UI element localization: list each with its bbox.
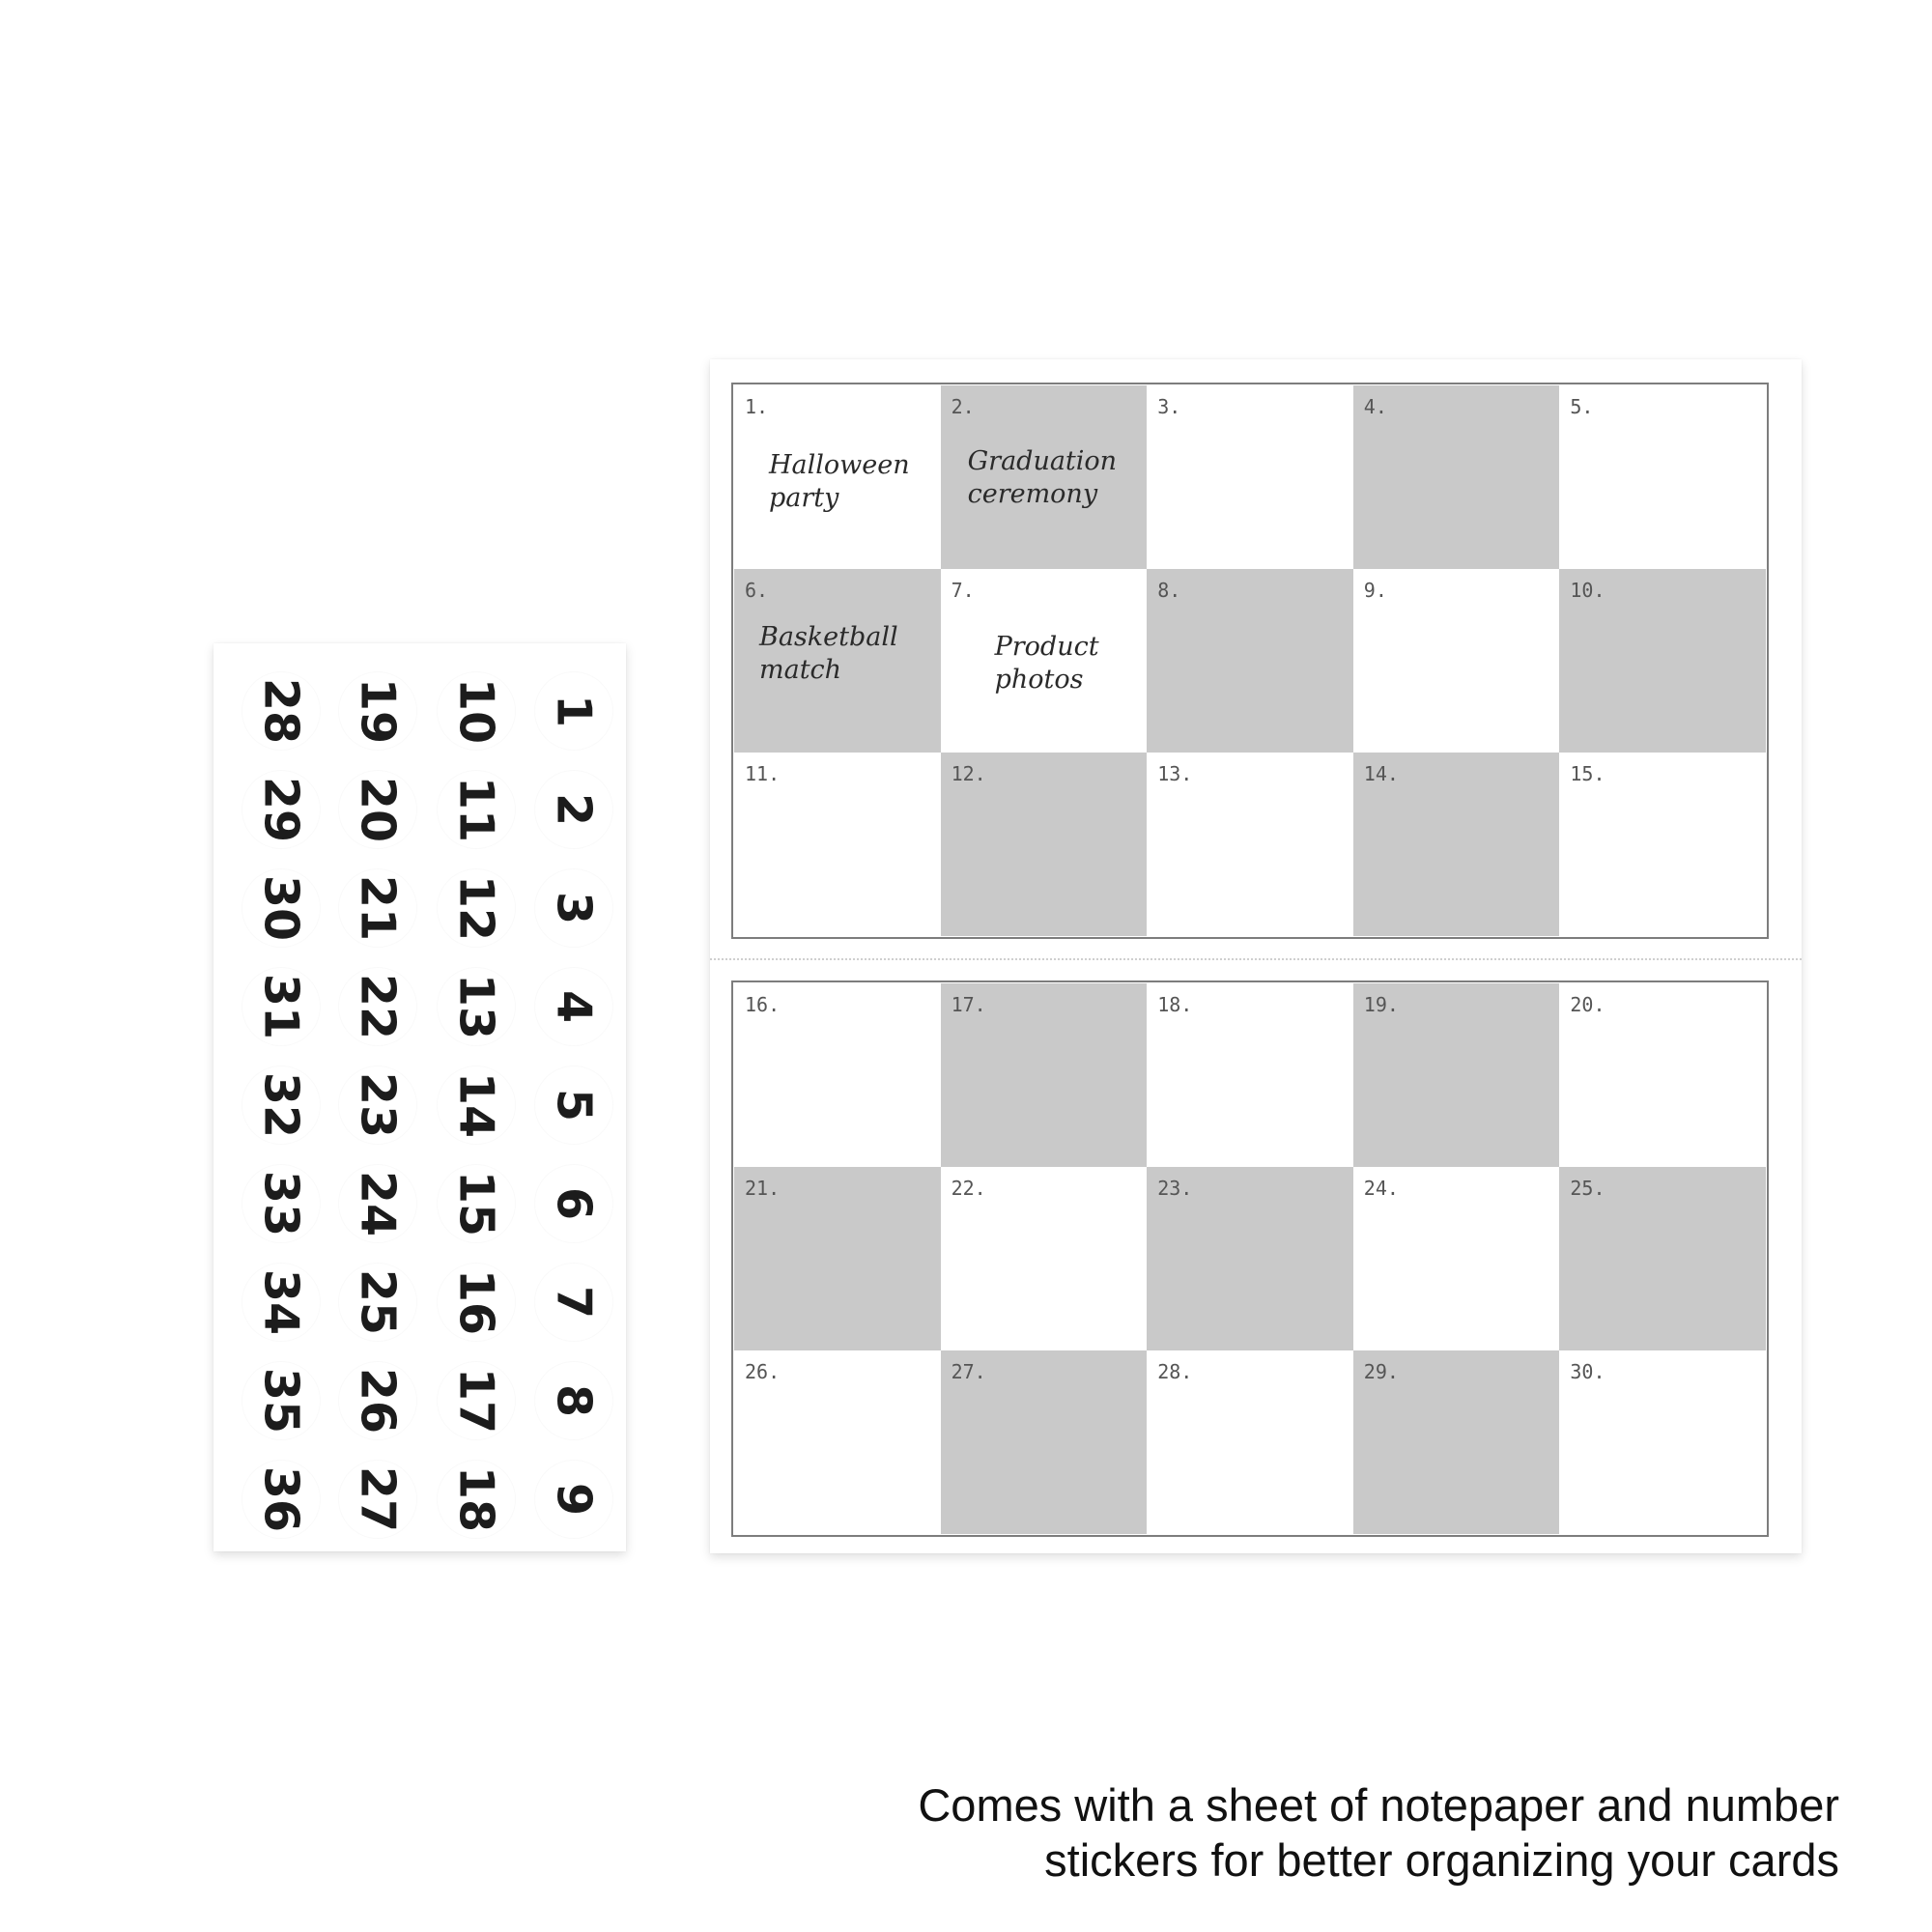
sticker-number: 29 (253, 776, 309, 843)
note-cell (1559, 753, 1766, 936)
sticker-number: 27 (350, 1465, 406, 1533)
sticker-number: 19 (350, 677, 406, 745)
cell-number: 8. (1157, 579, 1181, 602)
number-sticker (438, 869, 515, 947)
number-sticker (535, 1066, 612, 1144)
number-sticker (242, 1461, 320, 1538)
cell-number: 22. (951, 1177, 986, 1200)
cell-number: 16. (745, 993, 781, 1016)
note-cell (1559, 1167, 1766, 1350)
sticker-number: 4 (546, 989, 602, 1024)
cell-number: 9. (1363, 579, 1387, 602)
number-sticker (242, 968, 320, 1045)
sticker-number: 24 (350, 1170, 406, 1237)
cell-number: 19. (1363, 993, 1399, 1016)
product-caption (680, 1777, 1839, 1888)
number-sticker (242, 1264, 320, 1341)
number-sticker (339, 672, 416, 750)
sticker-number: 10 (448, 677, 504, 745)
cell-number: 18. (1157, 993, 1193, 1016)
cell-number: 1. (745, 395, 769, 418)
sticker-number: 20 (350, 776, 406, 843)
number-sticker (339, 771, 416, 848)
number-sticker (242, 869, 320, 947)
note-cell (941, 1350, 1148, 1534)
sticker-number: 35 (253, 1367, 309, 1435)
cell-number: 24. (1363, 1177, 1399, 1200)
cell-number: 30. (1570, 1360, 1605, 1383)
handwritten-note: Basketball match (759, 622, 898, 685)
note-cell (1147, 983, 1353, 1167)
number-sticker (242, 1165, 320, 1242)
number-sticker (339, 1066, 416, 1144)
sticker-number: 22 (350, 973, 406, 1040)
note-cell (1353, 983, 1560, 1167)
note-cell (1353, 1167, 1560, 1350)
note-cell (734, 385, 941, 569)
number-sticker (535, 672, 612, 750)
handwritten-note: Product photos (994, 632, 1099, 695)
cell-number: 12. (951, 762, 986, 785)
number-sticker (339, 869, 416, 947)
note-cell (941, 569, 1148, 753)
note-cell (941, 753, 1148, 936)
note-cell (1559, 385, 1766, 569)
sticker-number: 28 (253, 677, 309, 745)
sticker-number: 14 (448, 1071, 504, 1139)
cell-number: 4. (1363, 395, 1387, 418)
notepaper-sheet (710, 359, 1802, 1553)
sticker-number: 1 (546, 694, 602, 728)
number-sticker (438, 1066, 515, 1144)
cell-number: 14. (1363, 762, 1399, 785)
number-sticker (535, 1264, 612, 1341)
sticker-number: 23 (350, 1071, 406, 1139)
note-cell (941, 983, 1148, 1167)
sticker-number: 2 (546, 792, 602, 827)
number-sticker (535, 1362, 612, 1439)
cell-number: 21. (745, 1177, 781, 1200)
handwritten-note: Graduation ceremony (967, 446, 1118, 509)
notepaper-panel-top (731, 383, 1769, 939)
note-cell (1147, 385, 1353, 569)
sticker-number: 3 (546, 891, 602, 925)
note-cell (941, 1167, 1148, 1350)
notepaper-panel-bottom (731, 980, 1769, 1537)
sticker-number: 26 (350, 1367, 406, 1435)
sticker-number: 32 (253, 1071, 309, 1139)
cell-number: 27. (951, 1360, 986, 1383)
cell-number: 20. (1570, 993, 1605, 1016)
note-cell (1147, 753, 1353, 936)
sticker-number: 15 (448, 1170, 504, 1237)
sticker-number: 6 (546, 1186, 602, 1221)
number-sticker (438, 1362, 515, 1439)
number-sticker (438, 968, 515, 1045)
note-cell (1559, 569, 1766, 753)
number-sticker (242, 1066, 320, 1144)
note-cell (734, 569, 941, 753)
number-sticker (535, 968, 612, 1045)
cell-number: 15. (1570, 762, 1605, 785)
handwritten-note: Halloween party (769, 450, 910, 513)
sticker-number: 13 (448, 973, 504, 1040)
sticker-number: 9 (546, 1482, 602, 1517)
note-cell (1353, 753, 1560, 936)
sticker-number: 36 (253, 1465, 309, 1533)
note-cell (734, 1350, 941, 1534)
cell-number: 7. (951, 579, 975, 602)
note-cell (1353, 385, 1560, 569)
cell-number: 3. (1157, 395, 1181, 418)
number-sticker (339, 968, 416, 1045)
number-sticker (535, 1461, 612, 1538)
note-cell (1559, 1350, 1766, 1534)
sticker-number: 11 (448, 776, 504, 843)
number-sticker (242, 771, 320, 848)
sticker-number: 30 (253, 874, 309, 942)
number-sticker (242, 672, 320, 750)
cell-number: 23. (1157, 1177, 1193, 1200)
note-cell (734, 983, 941, 1167)
note-cell (1353, 1350, 1560, 1534)
number-sticker (438, 1165, 515, 1242)
number-sticker (339, 1362, 416, 1439)
sticker-number: 17 (448, 1367, 504, 1435)
cell-number: 6. (745, 579, 769, 602)
note-cell (1147, 569, 1353, 753)
note-cell (1147, 1350, 1353, 1534)
sticker-number: 7 (546, 1285, 602, 1320)
number-sticker (535, 1165, 612, 1242)
number-sticker (339, 1461, 416, 1538)
cell-number: 26. (745, 1360, 781, 1383)
note-cell (1147, 1167, 1353, 1350)
sticker-number: 12 (448, 874, 504, 942)
caption-line-1: Comes with a sheet of notepaper and number (918, 1779, 1839, 1831)
number-sticker (535, 771, 612, 848)
number-sticker (339, 1264, 416, 1341)
cell-number: 11. (745, 762, 781, 785)
sticker-number: 33 (253, 1170, 309, 1237)
cell-number: 2. (951, 395, 975, 418)
cell-number: 10. (1570, 579, 1605, 602)
number-sticker (438, 672, 515, 750)
number-sticker-sheet (213, 643, 626, 1551)
cell-number: 29. (1363, 1360, 1399, 1383)
perforation-line (710, 958, 1802, 960)
cell-number: 5. (1570, 395, 1594, 418)
cell-number: 28. (1157, 1360, 1193, 1383)
number-sticker (438, 1461, 515, 1538)
number-sticker (339, 1165, 416, 1242)
cell-number: 25. (1570, 1177, 1605, 1200)
sticker-number: 34 (253, 1268, 309, 1336)
note-cell (734, 753, 941, 936)
sticker-number: 18 (448, 1465, 504, 1533)
number-sticker (438, 1264, 515, 1341)
note-cell (734, 1167, 941, 1350)
sticker-number: 5 (546, 1088, 602, 1122)
number-sticker (438, 771, 515, 848)
sticker-number: 31 (253, 973, 309, 1040)
sticker-number: 21 (350, 874, 406, 942)
note-cell (1559, 983, 1766, 1167)
note-cell (941, 385, 1148, 569)
sticker-number: 16 (448, 1268, 504, 1336)
sticker-number: 8 (546, 1383, 602, 1418)
cell-number: 17. (951, 993, 986, 1016)
caption-line-2: stickers for better organizing your cards (1044, 1834, 1839, 1886)
number-sticker (242, 1362, 320, 1439)
sticker-number: 25 (350, 1268, 406, 1336)
note-cell (1353, 569, 1560, 753)
number-sticker (535, 869, 612, 947)
cell-number: 13. (1157, 762, 1193, 785)
